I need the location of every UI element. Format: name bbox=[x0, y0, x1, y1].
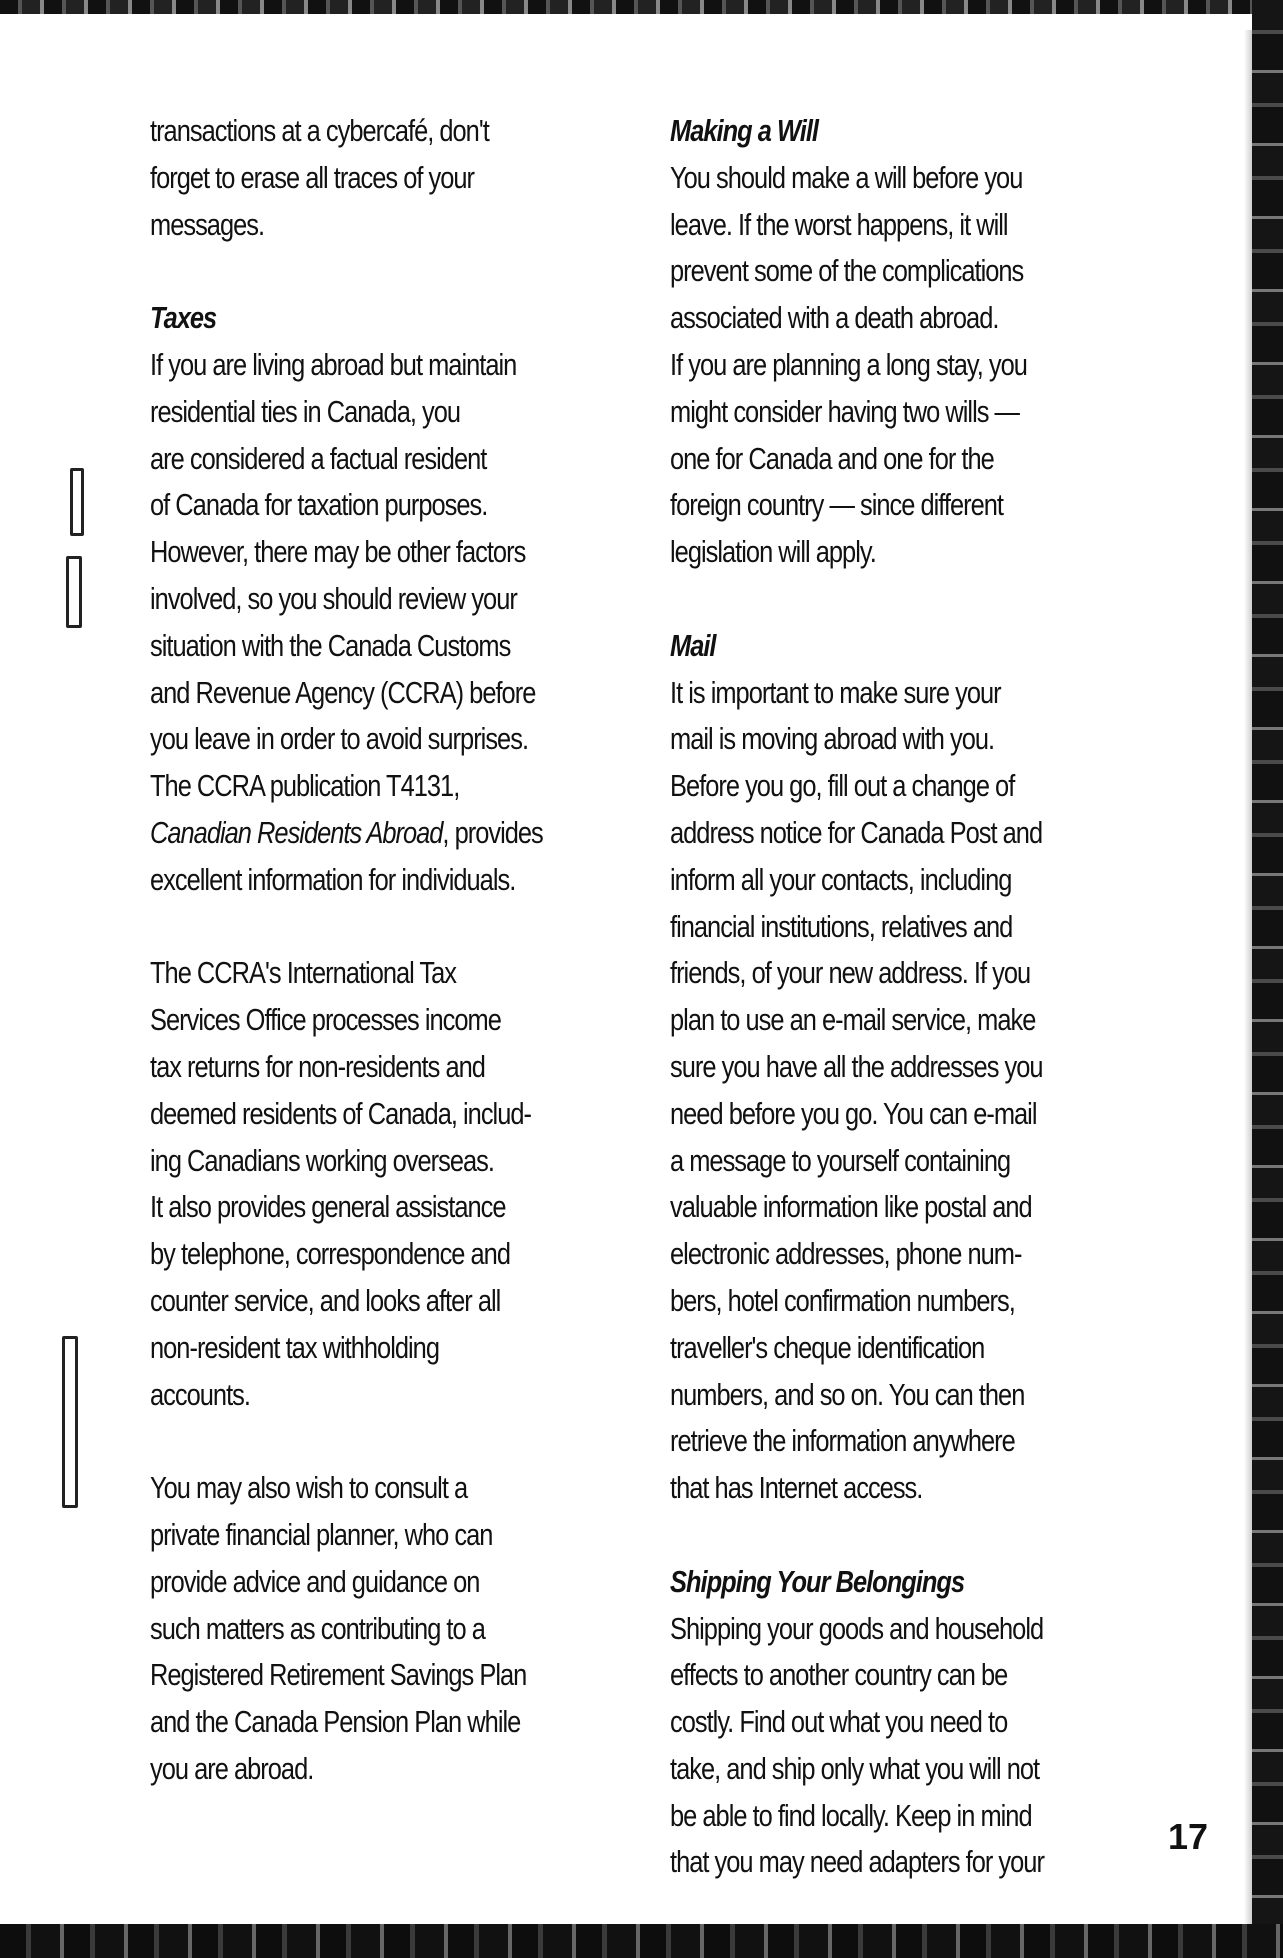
text-line: You may also wish to consult a bbox=[150, 1470, 468, 1506]
text-line: electronic addresses, phone num- bbox=[670, 1236, 1022, 1272]
text-line: foreign country — since different bbox=[670, 487, 1004, 523]
text-line: It also provides general assistance bbox=[150, 1189, 506, 1225]
right-column bbox=[670, 108, 1129, 1886]
text-line: Services Office processes income bbox=[150, 1002, 501, 1038]
text-line: that you may need adapters for your bbox=[670, 1844, 1044, 1880]
text-line: deemed residents of Canada, includ- bbox=[150, 1095, 532, 1131]
text-line: plan to use an e-mail service, make bbox=[670, 1002, 1036, 1038]
text-line: are considered a factual resident bbox=[150, 440, 487, 476]
will-section bbox=[670, 108, 1129, 576]
text-line: messages. bbox=[150, 206, 265, 242]
text-line: costly. Find out what you need to bbox=[670, 1704, 1008, 1740]
text-line: You should make a will before you bbox=[670, 159, 1023, 195]
text-line: The CCRA's International Tax bbox=[150, 955, 457, 991]
text-line: However, there may be other factors bbox=[150, 534, 526, 570]
text-line: residential ties in Canada, you bbox=[150, 393, 461, 429]
text-line: take, and ship only what you will not bbox=[670, 1750, 1040, 1786]
text-line: If you are planning a long stay, you bbox=[670, 346, 1027, 382]
scan-page-edge bbox=[1244, 30, 1252, 1924]
section-heading-mail: Mail bbox=[670, 627, 716, 663]
text-line: counter service, and looks after all bbox=[150, 1282, 501, 1318]
text-line: sure you have all the addresses you bbox=[670, 1048, 1043, 1084]
text-line: Registered Retirement Savings Plan bbox=[150, 1657, 527, 1693]
taxes-section bbox=[150, 295, 609, 1793]
scan-border-top bbox=[0, 0, 1283, 14]
text-line: friends, of your new address. If you bbox=[670, 955, 1031, 991]
text-line: tax returns for non-residents and bbox=[150, 1048, 485, 1084]
text-line: one for Canada and one for the bbox=[670, 440, 994, 476]
text-line: be able to find locally. Keep in mind bbox=[670, 1797, 1032, 1833]
text-line: and the Canada Pension Plan while bbox=[150, 1704, 521, 1740]
text-line: inform all your contacts, including bbox=[670, 861, 1012, 897]
section-heading-will: Making a Will bbox=[670, 113, 818, 148]
mail-section bbox=[670, 623, 1129, 1512]
page-number: 17 bbox=[1168, 1816, 1209, 1857]
text-line: retrieve the information anywhere bbox=[670, 1423, 1015, 1459]
text-line: need before you go. You can e-mail bbox=[670, 1095, 1037, 1131]
text-line: Before you go, fill out a change of bbox=[670, 768, 1015, 804]
text-line: involved, so you should review your bbox=[150, 580, 517, 616]
text-line: you are abroad. bbox=[150, 1750, 314, 1786]
text-line: accounts. bbox=[150, 1376, 250, 1412]
section-heading-shipping: Shipping Your Belongings bbox=[670, 1563, 965, 1599]
left-column bbox=[150, 108, 609, 1793]
text-line: If you are living abroad but maintain bbox=[150, 346, 517, 382]
text-line: Shipping your goods and household bbox=[670, 1610, 1044, 1646]
text-line: such matters as contributing to a bbox=[150, 1610, 485, 1646]
text-line: transactions at a cybercafé, don't bbox=[150, 113, 489, 148]
text-line: ing Canadians working overseas. bbox=[150, 1142, 494, 1178]
binding-mark bbox=[70, 468, 84, 536]
text-line: The CCRA publication T4131, bbox=[150, 768, 460, 804]
text-line: provide advice and guidance on bbox=[150, 1563, 480, 1599]
text-line: of Canada for taxation purposes. bbox=[150, 487, 488, 523]
text-line: mail is moving abroad with you. bbox=[670, 721, 995, 757]
text-line: associated with a death abroad. bbox=[670, 300, 999, 336]
text-line: valuable information like postal and bbox=[670, 1189, 1032, 1225]
text-line: effects to another country can be bbox=[670, 1657, 1008, 1693]
text-line: and Revenue Agency (CCRA) before bbox=[150, 674, 536, 710]
text-line: address notice for Canada Post and bbox=[670, 814, 1043, 850]
text-line: non-resident tax withholding bbox=[150, 1329, 439, 1365]
text-line: you leave in order to avoid surprises. bbox=[150, 721, 529, 757]
text-line: numbers, and so on. You can then bbox=[670, 1376, 1025, 1412]
scan-border-bottom bbox=[0, 1924, 1283, 1958]
text-line bbox=[150, 810, 609, 857]
scan-border-right bbox=[1252, 0, 1283, 1958]
text-fragment: , provides bbox=[442, 814, 543, 850]
text-line: situation with the Canada Customs bbox=[150, 627, 511, 663]
text-line: leave. If the worst happens, it will bbox=[670, 206, 1008, 242]
text-line: financial institutions, relatives and bbox=[670, 908, 1013, 944]
binding-mark bbox=[62, 1336, 78, 1508]
text-line: It is important to make sure your bbox=[670, 674, 1001, 710]
text-line: might consider having two wills — bbox=[670, 393, 1019, 429]
text-line: prevent some of the complications bbox=[670, 253, 1024, 289]
text-line: legislation will apply. bbox=[670, 534, 876, 570]
text-line: traveller's cheque identification bbox=[670, 1329, 985, 1365]
text-line: that has Internet access. bbox=[670, 1470, 923, 1506]
text-line: forget to erase all traces of your bbox=[150, 159, 475, 195]
text-line: private financial planner, who can bbox=[150, 1516, 493, 1552]
section-heading-taxes: Taxes bbox=[150, 300, 217, 336]
shipping-section bbox=[670, 1559, 1129, 1887]
text-line: excellent information for individuals. bbox=[150, 861, 516, 897]
binding-mark bbox=[66, 556, 82, 628]
intro-paragraph bbox=[150, 108, 609, 248]
text-line: a message to yourself containing bbox=[670, 1142, 1011, 1178]
publication-title: Canadian Residents Abroad bbox=[150, 814, 443, 850]
text-line: bers, hotel confirmation numbers, bbox=[670, 1282, 1015, 1318]
text-line: by telephone, correspondence and bbox=[150, 1236, 510, 1272]
